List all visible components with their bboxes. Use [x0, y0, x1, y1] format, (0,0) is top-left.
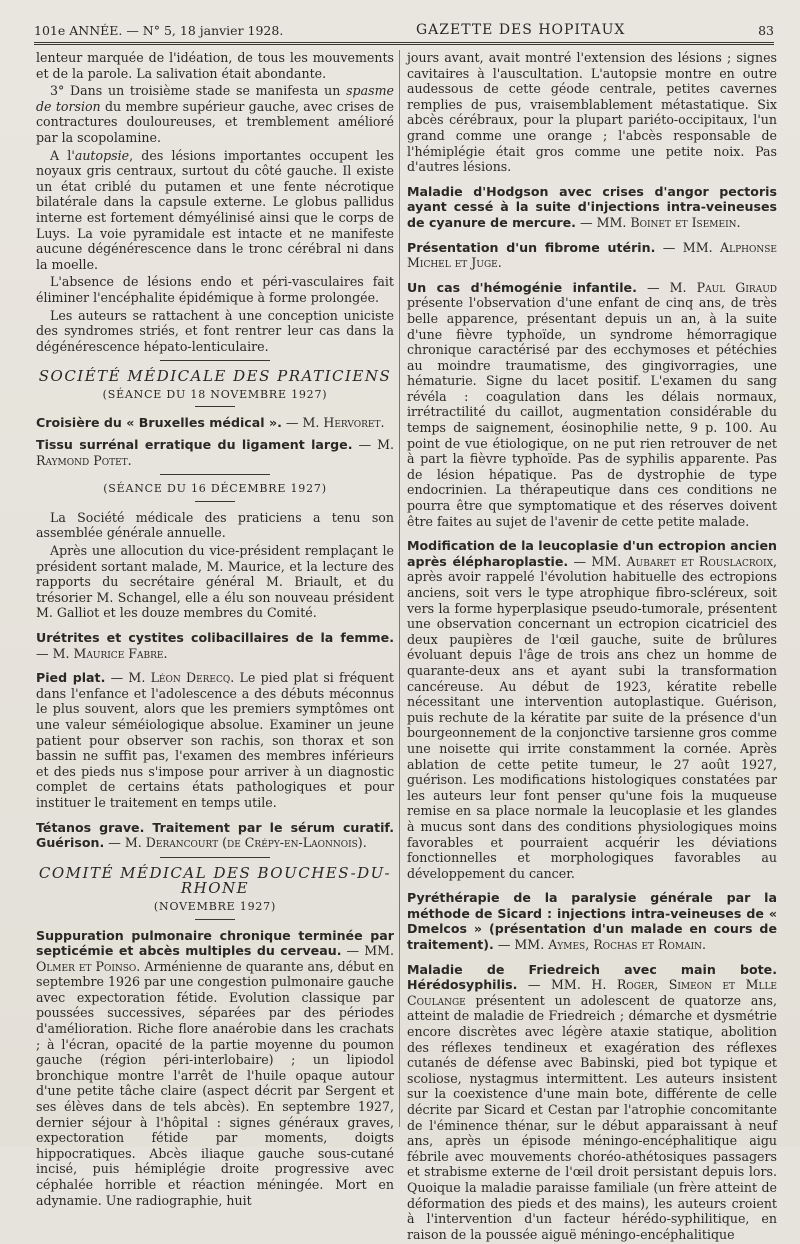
- page-number: 83: [758, 23, 774, 38]
- communication-entry: Tissu surrénal erratique du ligament large. — M. Raymond Potet.: [36, 437, 394, 468]
- society-heading: SOCIÉTÉ MÉDICALE DES PRATICIENS: [38, 367, 392, 386]
- section-rule: [160, 474, 270, 475]
- communication-entry: Pied plat. — M. Léon Derecq. Le pied plat si fréquent dans l'enfance et l'adolescence a des débuts méconnus le plus souvent, alors que les premiers symptômes ont une valeur séméiologique absolue. Examiner un jeune patient pour observer son rachis, son thorax et son bassin ne suffit pas, l'examen des membres inférieurs et des pieds nus s'impose pour arriver à un diagnostic complet de certains états pathologiques et pour instituer le traitement en temps utile.: [36, 670, 394, 810]
- communication-entry: Suppuration pulmonaire chronique terminée par septicémie et abcès multiples du cerveau. — MM. Olmer et Poinso. Arménienne de quarante ans, début en septembre 1926 par une congestion pulmonaire gauche avec expectoration fétide. Evolution classique par poussées successives, séparées par des périodes d'amélioration. Riche flore anaérobie dans les crachats ; à l'écran, opacité de la partie moyenne du poumon gauche (région péri-interlobaire) ; un lipiodol bronchique montre l'arrêt de l'huile opaque autour d'une petite tâche claire (aspect décrit par Sergent et ses élèves dans de tels abcès). En septembre 1927, dernier séjour à l'hôpital : signes généraux graves, expectoration fétide par moments, doigts hippocratiques. Abcès iliaque gauche sous-cutané incisé, puis hémiplégie droite progressive avec céphalée horrible et réaction méningée. Mort en adynamie. Une radiographie, huit: [36, 927, 394, 1208]
- left-column: [36, 50, 394, 1210]
- communication-entry: Présentation d'un fibrome utérin. — MM. Alphonse Michel et Juge.: [407, 239, 777, 271]
- communication-entry: Maladie d'Hodgson avec crises d'angor pectoris ayant cessé à la suite d'injections intra-veineuses de cyanure de mercure. — MM. Boinet et Isemein.: [407, 183, 777, 230]
- section-rule: [160, 857, 270, 858]
- section-rule: [195, 501, 235, 502]
- communication-entry: Tétanos grave. Traitement par le sérum curatif. Guérison. — M. Derancourt (de Crépy-en-Laonnois).: [36, 819, 394, 851]
- section-rule: [195, 406, 235, 407]
- paragraph: 3° Dans un troisième stade se manifesta un spasme de torsion du membre supérieur gauche, avec crises de contractures douloureuses, et tremblement amélioré par la scopolamine.: [36, 83, 394, 145]
- paragraph: Après une allocution du vice-président remplaçant le président sortant malade, M. Maurice, et la lecture des rapports du secrétaire général M. Briault, et du trésorier M. Schangel, elle a élu son nouveau président M. Galliot et les douze membres du Comité.: [36, 543, 394, 621]
- paragraph: lenteur marquée de l'idéation, de tous les mouvements et de la parole. La salivation était abondante.: [36, 50, 394, 81]
- session-date: (NOVEMBRE 1927): [153, 899, 277, 913]
- right-column: [407, 50, 777, 1244]
- session-date: (SÉANCE DU 18 NOVEMBRE 1927): [102, 387, 328, 401]
- section-rule: [160, 360, 270, 361]
- running-header: [34, 12, 774, 38]
- journal-title: GAZETTE DES HOPITAUX: [415, 22, 626, 38]
- communication-entry: Pyréthérapie de la paralysie générale par la méthode de Sicard : injections intra-veineuses de « Dmelcos » (présentation d'un malade en cours de traitement). — MM. Aymes, Rochas et Romain.: [407, 890, 777, 953]
- column-divider: [399, 50, 400, 1127]
- section-rule: [195, 919, 235, 920]
- paragraph: A l'autopsie, des lésions importantes occupent les noyaux gris centraux, surtout du côté gauche. Il existe un état criblé du putamen et une fente nécrotique bilatérale dans la capsule externe. Le globus pallidus interne est fortement démyélinisé ainsi que le corps de Luys. La voie pyramidale est intacte et ne manifeste aucune dégénérescence dans le tronc cérébral ni dans la moelle.: [36, 147, 394, 272]
- header-rule: [34, 42, 774, 45]
- paragraph: La Société médicale des praticiens a tenu son assemblée générale annuelle.: [36, 509, 394, 541]
- paragraph: L'absence de lésions endo et péri-vasculaires fait éliminer l'encéphalite épidémique à forme prolongée.: [36, 274, 394, 305]
- society-heading: COMITÉ MÉDICAL DES BOUCHES-DU-RHONE: [38, 863, 392, 898]
- communication-entry: Urétrites et cystites colibacillaires de la femme. — M. Maurice Fabre.: [36, 630, 394, 661]
- communication-entry: Un cas d'hémogénie infantile. — M. Paul Giraud présente l'observation d'une enfant de cinq ans, de très belle apparence, présentant depuis un an, à la suite d'une fièvre typhoïde, un syndrome hémorragique chronique caractérisé par des ecchymoses et pétéchies au moindre traumatisme, des gingivorragies, une hématurie. Signe du lacet positif. L'examen du sang révéla : coagulation dans les délais normaux, irrétractilité du caillot, augmentation considérable du temps de saignement, éosinophilie nette, 9 p. 100. Au point de vue étiologique, on ne put rien retrouver de net à part la fièvre typhoïde. Pas de syphilis apparente. Pas de lésion hépatique. Pas de dystrophie de type endocrinien. La thérapeutique dans ces conditions ne pourra être que symptomatique et des réserves doivent être faites au sujet de l'avenir de cette petite malade.: [407, 279, 778, 529]
- communication-entry: Modification de la leucoplasie d'un ectropion ancien après élépharoplastie. — MM. Aubaret et Rouslacroix, après avoir rappelé l'évolution habituelle des ectropions anciens, soit vers le type atrophique fibro-scléreux, soit vers la forme hyperplasique pseudo-tumorale, présentent une observation concernant un ectropion cicatriciel des deux paupières de l'œil gauche, suite de brûlures évoluant depuis l'âge de trois ans chez un homme de quarante-deux ans et ayant subi la transformation cancéreuse. Au début de 1923, kératite rebelle nécessitant une intervention autoplastique. Guérison, puis rechute de la kératite par suite de la présence d'un bourgeonnement de la conjonctive tarsienne gros comme une noisette qui irrite constamment la cornée. Après ablation de cette petite tumeur, le 27 août 1927, guérison. Les modifications histologiques constatées par les auteurs leur font penser qu'une fois la muqueuse remise en sa place normale la leucoplasie et les glandes à mucus sont dans des conditions physiologiques moins favorables et pourraient acquérir les déviations fonctionnelles et morphologiques favorables au développement du cancer.: [407, 538, 777, 881]
- paragraph: Les auteurs se rattachent à une conception uniciste des syndromes striés, et font rentrer leur cas dans la dégénérescence hépato-lenticulaire.: [36, 307, 394, 354]
- communication-entry: Croisière du « Bruxelles médical ». — M. Hervoret.: [36, 415, 385, 431]
- session-date: (SÉANCE DU 16 DÉCEMBRE 1927): [103, 482, 327, 496]
- communication-entry: Maladie de Friedreich avec main bote. Hérédosyphilis. — MM. H. Roger, Simeon et Mlle Coulange présentent un adolescent de quatorze ans, atteint de maladie de Friedreich ; démarche et dysmétrie encore discrètes avec légère ataxie statique, abolition des réflexes tendineux et exagération des réflexes cutanés de défense avec Babinski, pied bot typique et scoliose, nystagmus intermittent. Les auteurs insistent sur la coexistence d'une main bote, différente de celle décrite par Sicard et Cestan par l'atrophie concomitante de l'éminence thénar, sur le début apparaissant à neuf ans, après un épisode méningo-encéphalitique aigu fébrile avec mouvements choréo-athétosiques passagers et strabisme externe de l'œil droit persistant depuis lors. Quoique la maladie paraisse familiale (un frère atteint de déformation des pieds et des mains), les auteurs croient à l'intervention d'un facteur hérédo-syphilitique, en raison de la poussée aiguë méningo-encéphalitique: [407, 961, 777, 1242]
- paragraph: jours avant, avait montré l'extension des lésions ; signes cavitaires à l'auscultation. L'autopsie montre en outre audessous de cette géode centrale, petites cavernes remplies de pus, vraisemblablement métastatique. Six abcès cérébraux, pour la plupart pariéto-occipitaux, l'un grand comme une orange ; l'abcès responsable de l'hémiplégie était gros comme une petite noix. Pas d'autres lésions.: [407, 50, 777, 175]
- issue-line: 101e ANNÉE. — N° 5, 18 janvier 1928.: [34, 23, 284, 38]
